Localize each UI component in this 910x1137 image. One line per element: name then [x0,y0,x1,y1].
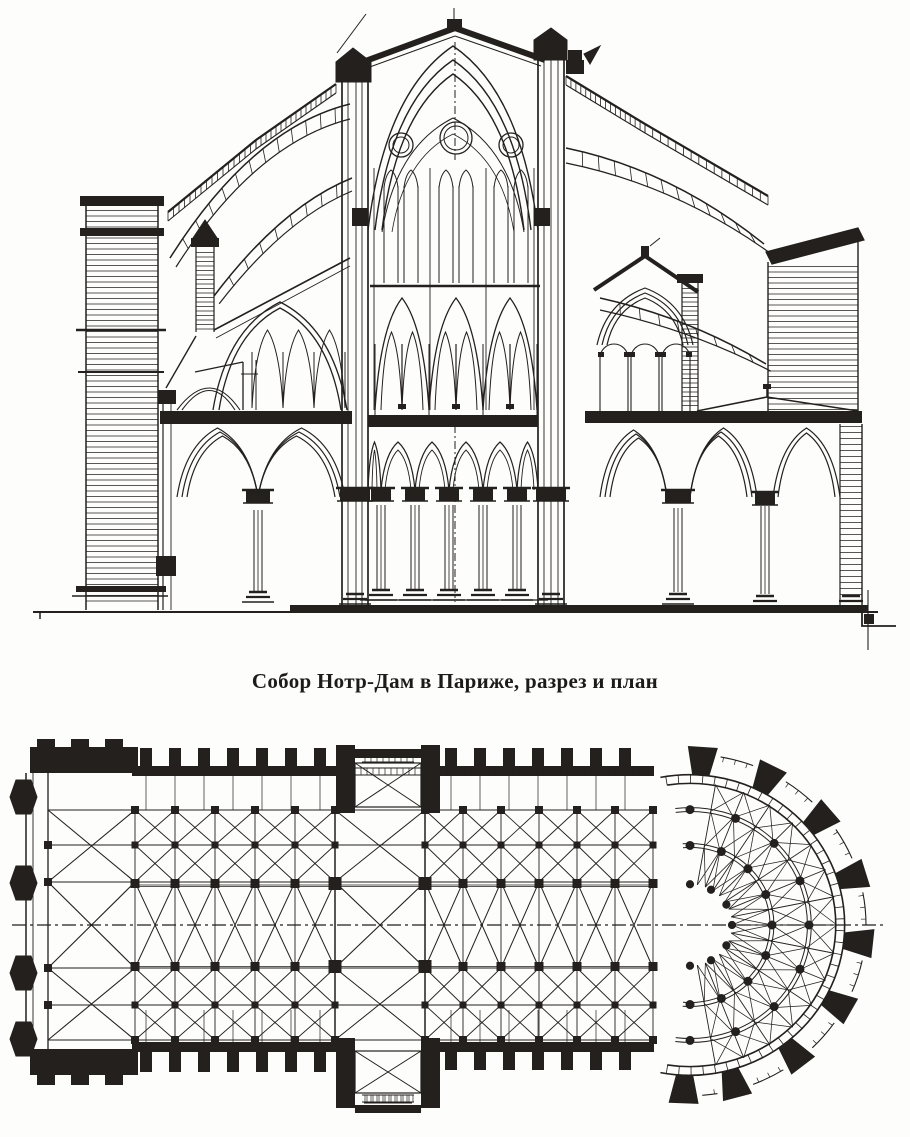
figure-caption: Собор Нотр-Дам в Париже, разрез и план [251,669,659,693]
floor-plan-drawing [0,733,910,1133]
